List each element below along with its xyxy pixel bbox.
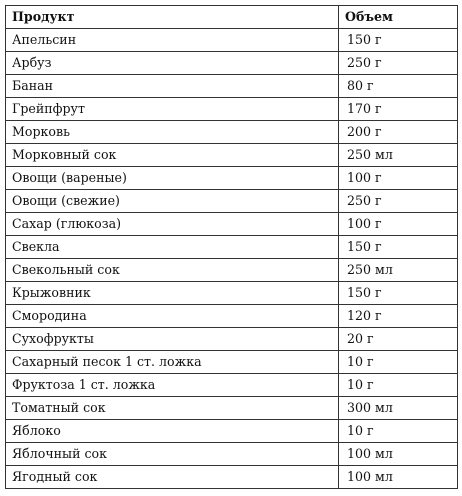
volume-cell: 250 г bbox=[339, 190, 458, 213]
product-cell: Овощи (вареные) bbox=[6, 167, 339, 190]
product-cell: Свекольный сок bbox=[6, 259, 339, 282]
volume-cell: 80 г bbox=[339, 75, 458, 98]
product-cell: Яблочный сок bbox=[6, 443, 339, 466]
product-cell: Свекла bbox=[6, 236, 339, 259]
product-volume-table bbox=[5, 5, 458, 489]
volume-cell: 300 мл bbox=[339, 397, 458, 420]
product-cell: Сахар (глюкоза) bbox=[6, 213, 339, 236]
volume-cell: 10 г bbox=[339, 374, 458, 397]
volume-cell: 100 г bbox=[339, 213, 458, 236]
table-row bbox=[6, 259, 458, 282]
product-volume-table-container bbox=[5, 5, 457, 489]
product-cell: Крыжовник bbox=[6, 282, 339, 305]
product-cell: Сахарный песок 1 ст. ложка bbox=[6, 351, 339, 374]
volume-cell: 200 г bbox=[339, 121, 458, 144]
volume-cell: 250 г bbox=[339, 52, 458, 75]
product-cell: Томатный сок bbox=[6, 397, 339, 420]
table-row bbox=[6, 236, 458, 259]
product-cell: Морковный сок bbox=[6, 144, 339, 167]
volume-cell: 150 г bbox=[339, 236, 458, 259]
table-row bbox=[6, 52, 458, 75]
product-cell: Грейпфрут bbox=[6, 98, 339, 121]
table-row bbox=[6, 328, 458, 351]
table-row bbox=[6, 466, 458, 489]
volume-cell: 150 г bbox=[339, 29, 458, 52]
table-row bbox=[6, 167, 458, 190]
table-row bbox=[6, 282, 458, 305]
product-cell: Апельсин bbox=[6, 29, 339, 52]
table-row bbox=[6, 144, 458, 167]
product-cell: Смородина bbox=[6, 305, 339, 328]
volume-cell: 10 г bbox=[339, 351, 458, 374]
table-row bbox=[6, 305, 458, 328]
table-row bbox=[6, 443, 458, 466]
table-row bbox=[6, 397, 458, 420]
volume-cell: 150 г bbox=[339, 282, 458, 305]
product-cell: Банан bbox=[6, 75, 339, 98]
volume-cell: 250 мл bbox=[339, 259, 458, 282]
volume-cell: 170 г bbox=[339, 98, 458, 121]
table-row bbox=[6, 29, 458, 52]
header-product: Продукт bbox=[6, 6, 339, 29]
table-row bbox=[6, 75, 458, 98]
volume-cell: 120 г bbox=[339, 305, 458, 328]
product-cell: Арбуз bbox=[6, 52, 339, 75]
table-row bbox=[6, 121, 458, 144]
volume-cell: 100 мл bbox=[339, 466, 458, 489]
header-volume: Объем bbox=[339, 6, 458, 29]
product-cell: Морковь bbox=[6, 121, 339, 144]
volume-cell: 100 г bbox=[339, 167, 458, 190]
table-row bbox=[6, 190, 458, 213]
table-row bbox=[6, 374, 458, 397]
table-row bbox=[6, 351, 458, 374]
table-row bbox=[6, 98, 458, 121]
table-row bbox=[6, 420, 458, 443]
volume-cell: 20 г bbox=[339, 328, 458, 351]
volume-cell: 10 г bbox=[339, 420, 458, 443]
product-cell: Фруктоза 1 ст. ложка bbox=[6, 374, 339, 397]
table-header-row bbox=[6, 6, 458, 29]
volume-cell: 100 мл bbox=[339, 443, 458, 466]
table-row bbox=[6, 213, 458, 236]
product-cell: Ягодный сок bbox=[6, 466, 339, 489]
volume-cell: 250 мл bbox=[339, 144, 458, 167]
product-cell: Овощи (свежие) bbox=[6, 190, 339, 213]
product-cell: Яблоко bbox=[6, 420, 339, 443]
product-cell: Сухофрукты bbox=[6, 328, 339, 351]
